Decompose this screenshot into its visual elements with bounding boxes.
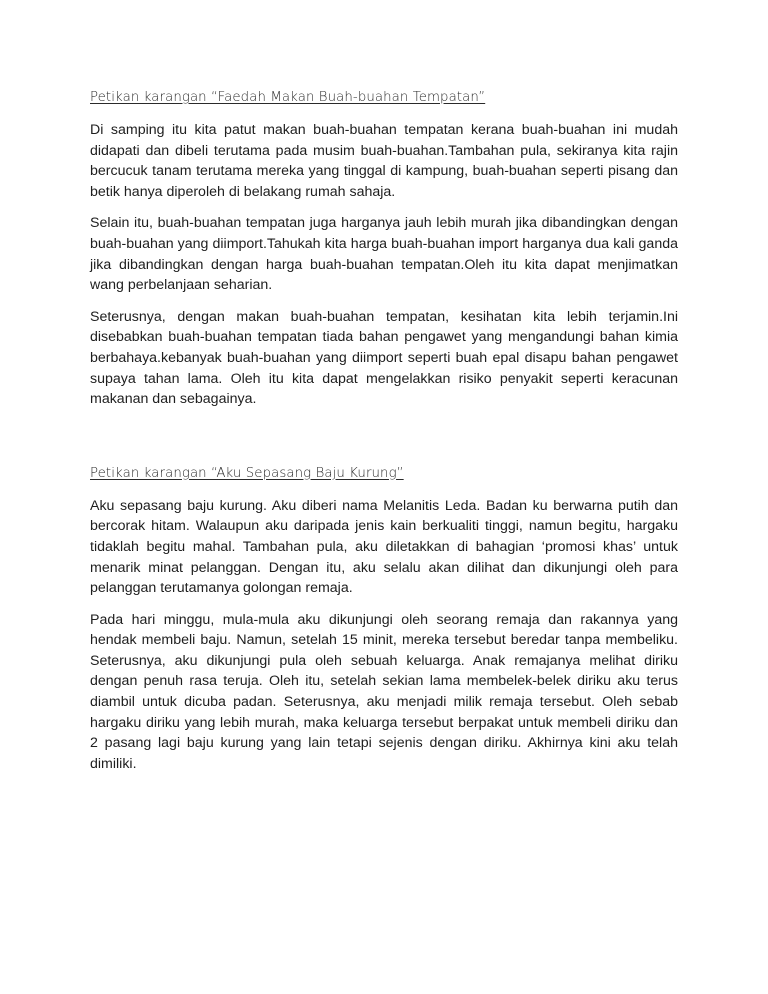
section-1-paragraph-3: Seterusnya, dengan makan buah-buahan tempatan, kesihatan kita lebih terjamin.Ini disebabkan buah-buahan tempatan tiada bahan pengawet yang mengandungi bahan kimia berbahaya.kebanyak buah-buahan yang diimport seperti buah epal disapu bahan pengawet supaya tahan lama. Oleh itu kita dapat mengelakkan risiko penyakit seperti keracunan makanan dan sebagainya. — [90, 308, 678, 408]
section-2-paragraph-1: Aku sepasang baju kurung. Aku diberi nama Melanitis Leda. Badan ku berwarna putih dan bercorak hitam. Walaupun aku daripada jenis kain berkualiti tinggi, namun begitu, hargaku tidaklah begitu mahal. Tambahan pula, aku diletakkan di bahagian ‘promosi khas’ untuk menarik minat pelanggan. Dengan itu, aku selalu akan dilihat dan dikunjungi oleh para pelanggan terutamanya golongan remaja. — [90, 497, 678, 597]
document-page — [90, 88, 678, 785]
section-1-title: Petikan karangan “Faedah Makan Buah-buahan Tempatan” — [90, 90, 486, 105]
section-1-paragraph-2: Selain itu, buah-buahan tempatan juga harganya jauh lebih murah jika dibandingkan dengan buah-buahan yang diimport.Tahukah kita harga buah-buahan import harganya dua kali ganda jika dibandingkan dengan harga buah-buahan tempatan.Oleh itu kita dapat menjimatkan wang perbelanjaan seharian. — [90, 215, 678, 294]
section-2-paragraph-2: Pada hari minggu, mula-mula aku dikunjungi oleh seorang remaja dan rakannya yang hendak membeli baju. Namun, setelah 15 minit, mereka tersebut beredar tanpa membeliku. Seterusnya, aku dikunjungi pula oleh sebuah keluarga. Anak remajanya melihat diriku dengan penuh rasa teruja. Oleh itu, setelah sekian lama membelek-belek diriku aku terus diambil untuk dicuba padan. Seterusnya, aku menjadi milik remaja tersebut. Oleh sebab hargaku diriku yang lebih murah, maka keluarga tersebut berpakat untuk membeli diriku dan 2 pasang lagi baju kurung yang lain tetapi sejenis dengan diriku. Akhirnya kini aku telah dimiliki. — [90, 611, 678, 772]
section-1-paragraph-1: Di samping itu kita patut makan buah-buahan tempatan kerana buah-buahan ini mudah didapati dan dibeli terutama pada musim buah-buahan.Tambahan pula, sekiranya kita rajin bercucuk tanam terutama mereka yang tinggal di kampung, buah-buahan seperti pisang dan betik hanya diperoleh di belakang rumah sahaja. — [90, 122, 678, 200]
section-2-title: Petikan karangan “Aku Sepasang Baju Kurung” — [90, 465, 404, 481]
section-spacer — [90, 421, 678, 464]
